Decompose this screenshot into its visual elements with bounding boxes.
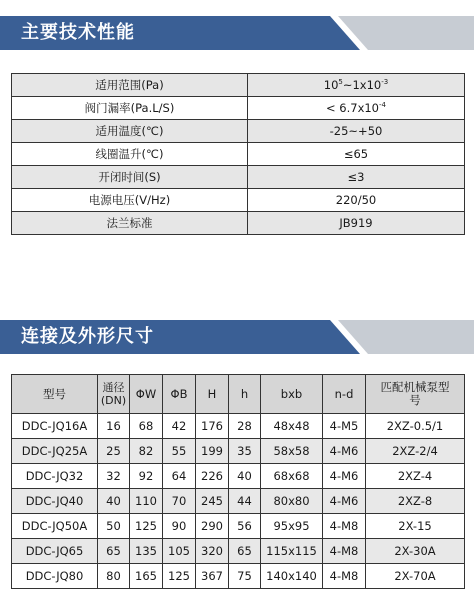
table-cell: 80x80	[261, 489, 323, 514]
table-cell: 32	[98, 464, 130, 489]
table-cell: 165	[130, 564, 163, 589]
table-cell: 95x95	[261, 514, 323, 539]
table-cell: 2X-15	[366, 514, 465, 539]
spec-value: ≤65	[248, 143, 465, 166]
table-cell: 40	[229, 464, 261, 489]
spec-value: -25~+50	[248, 120, 465, 143]
table-row	[12, 189, 465, 212]
table-cell: 75	[229, 564, 261, 589]
dimension-table	[11, 374, 465, 589]
spec-label: 适用温度(℃)	[12, 120, 248, 143]
spec-value: ≤3	[248, 166, 465, 189]
section-banner-performance	[0, 16, 474, 50]
table-row	[12, 564, 465, 589]
table-cell: 320	[196, 539, 229, 564]
spec-value: 220/50	[248, 189, 465, 212]
table-cell: 4-M6	[323, 489, 366, 514]
table-cell: 68x68	[261, 464, 323, 489]
table-cell: 2XZ-0.5/1	[366, 414, 465, 439]
table-row	[12, 539, 465, 564]
table-cell: DDC-JQ25A	[12, 439, 98, 464]
table-cell: 58x58	[261, 439, 323, 464]
table-cell: 90	[163, 514, 196, 539]
table-cell: 226	[196, 464, 229, 489]
table-row	[12, 97, 465, 120]
spec-label: 适用范围(Pa)	[12, 74, 248, 97]
section-banner-dimensions	[0, 320, 474, 354]
table-row	[12, 212, 465, 235]
table-row	[12, 514, 465, 539]
table-cell: DDC-JQ32	[12, 464, 98, 489]
table-row	[12, 414, 465, 439]
table-cell: DDC-JQ16A	[12, 414, 98, 439]
table-cell: 64	[163, 464, 196, 489]
spec-label: 线圈温升(℃)	[12, 143, 248, 166]
table-row	[12, 464, 465, 489]
table-cell: 4-M6	[323, 439, 366, 464]
table-cell: 176	[196, 414, 229, 439]
spec-table	[11, 73, 465, 235]
table-cell: 135	[130, 539, 163, 564]
table-row	[12, 489, 465, 514]
table-cell: 25	[98, 439, 130, 464]
table-cell: 4-M5	[323, 414, 366, 439]
table-cell: 125	[163, 564, 196, 589]
spec-label: 电源电压(V/Hz)	[12, 189, 248, 212]
table-row	[12, 439, 465, 464]
table-row	[12, 143, 465, 166]
spec-value: JB919	[248, 212, 465, 235]
table-cell: DDC-JQ40	[12, 489, 98, 514]
table-cell: 68	[130, 414, 163, 439]
table-cell: 4-M6	[323, 464, 366, 489]
column-header: 型号	[12, 375, 98, 414]
table-cell: 245	[196, 489, 229, 514]
table-cell: 140x140	[261, 564, 323, 589]
table-cell: 199	[196, 439, 229, 464]
table-cell: 65	[98, 539, 130, 564]
table-cell: DDC-JQ65	[12, 539, 98, 564]
table-cell: 28	[229, 414, 261, 439]
table-header-row	[12, 375, 465, 414]
spec-label: 法兰标准	[12, 212, 248, 235]
table-cell: 82	[130, 439, 163, 464]
table-cell: 2XZ-2/4	[366, 439, 465, 464]
table-cell: 125	[130, 514, 163, 539]
spec-value: $10^5\sim 1x10^{-3}$	[248, 74, 465, 97]
table-cell: 105	[163, 539, 196, 564]
table-row	[12, 120, 465, 143]
column-header: bxb	[261, 375, 323, 414]
spec-label: 开闭时间(S)	[12, 166, 248, 189]
column-header: 匹配机械泵型号	[366, 375, 465, 414]
table-cell: 65	[229, 539, 261, 564]
table-cell: DDC-JQ50A	[12, 514, 98, 539]
table-cell: 2XZ-4	[366, 464, 465, 489]
table-cell: 110	[130, 489, 163, 514]
table-cell: 42	[163, 414, 196, 439]
table-cell: 115x115	[261, 539, 323, 564]
table-cell: 2X-30A	[366, 539, 465, 564]
table-cell: 35	[229, 439, 261, 464]
section-title: 连接及外形尺寸	[21, 326, 154, 347]
column-header: h	[229, 375, 261, 414]
section-title: 主要技术性能	[21, 22, 135, 43]
table-cell: 44	[229, 489, 261, 514]
table-cell: 80	[98, 564, 130, 589]
table-cell: 55	[163, 439, 196, 464]
table-cell: 16	[98, 414, 130, 439]
spec-label: 阀门漏率(Pa.L/S)	[12, 97, 248, 120]
column-header: 通径(DN)	[98, 375, 130, 414]
table-cell: 4-M8	[323, 514, 366, 539]
table-cell: 50	[98, 514, 130, 539]
table-cell: 4-M8	[323, 564, 366, 589]
spec-value: < $6.7x10^{-4}$	[248, 97, 465, 120]
table-cell: 2X-70A	[366, 564, 465, 589]
table-cell: 4-M8	[323, 539, 366, 564]
column-header: H	[196, 375, 229, 414]
column-header: ΦW	[130, 375, 163, 414]
table-cell: 40	[98, 489, 130, 514]
table-row	[12, 74, 465, 97]
table-cell: DDC-JQ80	[12, 564, 98, 589]
table-cell: 92	[130, 464, 163, 489]
table-cell: 367	[196, 564, 229, 589]
column-header: n-d	[323, 375, 366, 414]
table-cell: 290	[196, 514, 229, 539]
table-cell: 48x48	[261, 414, 323, 439]
table-cell: 70	[163, 489, 196, 514]
column-header: ΦB	[163, 375, 196, 414]
table-cell: 2XZ-8	[366, 489, 465, 514]
table-row	[12, 166, 465, 189]
table-cell: 56	[229, 514, 261, 539]
